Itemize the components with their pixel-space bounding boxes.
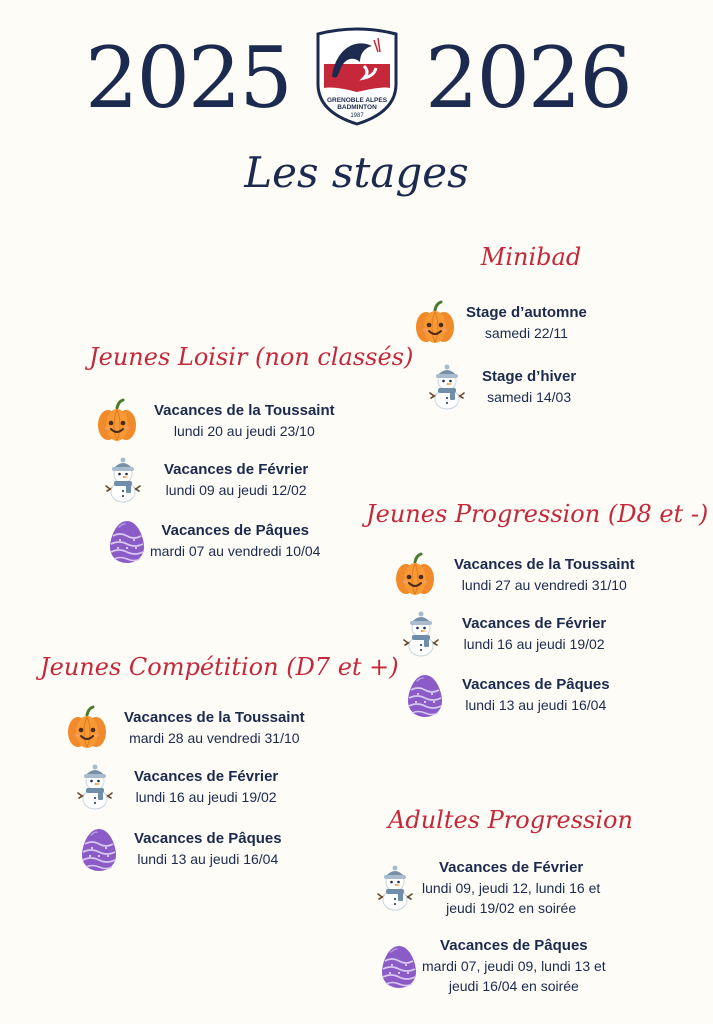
list-item [374,858,600,918]
list-item [106,518,320,564]
list-item [78,826,282,872]
year-start: 2025 [85,29,291,127]
section-title-jeunes-competition: Jeunes Compétition (D7 et +) [40,653,399,681]
snowman-icon [400,611,442,657]
snowman-icon [74,764,116,810]
logo-year: 1987 [350,113,364,119]
snowman-icon [374,865,416,911]
pumpkin-icon [66,705,108,751]
item-detail: mardi 07 au vendredi 10/04 [150,543,321,559]
year-end: 2026 [425,29,631,127]
list-item [378,936,606,996]
item-detail-line1: mardi 07, jeudi 09, lundi 13 et [422,958,606,974]
item-detail: lundi 20 au jeudi 23/10 [173,423,315,439]
section-title-jeunes-progression: Jeunes Progression (D8 et -) [366,500,709,528]
section-title-jeunes-loisir: Jeunes Loisir (non classés) [89,343,414,371]
easter-egg-icon [378,943,420,989]
item-detail: lundi 13 au jeudi 16/04 [465,697,607,713]
item-title: Vacances de Pâques [161,522,310,539]
item-title: Vacances de la Toussaint [454,556,635,573]
pumpkin-icon [414,300,456,346]
section-title-adultes-progression: Adultes Progression [388,806,633,834]
list-item [404,672,610,718]
item-title: Vacances de Février [134,768,279,785]
list-item [394,552,635,598]
item-title: Vacances de la Toussaint [154,402,335,419]
easter-egg-icon [404,672,446,718]
easter-egg-icon [78,826,120,872]
page-subtitle: Les stages [244,148,469,197]
item-detail-line1: lundi 09, jeudi 12, lundi 16 et [422,880,601,896]
item-detail: samedi 22/11 [484,325,568,341]
list-item [102,457,308,503]
item-title: Vacances de Pâques [462,676,610,693]
item-title: Vacances de la Toussaint [124,709,305,726]
item-detail: samedi 14/03 [487,389,572,405]
section-title-minibad: Minibad [480,243,582,271]
list-item [74,764,278,810]
item-detail: lundi 27 au vendredi 31/10 [461,577,627,593]
item-title: Vacances de Pâques [134,830,282,847]
snowman-icon [426,364,468,410]
item-detail: lundi 16 au jeudi 19/02 [135,789,277,805]
item-title: Stage d’automne [466,304,587,321]
item-detail-line2: jeudi 16/04 en soirée [448,978,579,994]
item-detail: lundi 16 au jeudi 19/02 [463,636,605,652]
list-item [400,611,606,657]
pumpkin-icon [96,398,138,444]
list-item [426,364,576,410]
item-detail: lundi 09 au jeudi 12/02 [165,482,307,498]
list-item [96,398,335,444]
item-detail: lundi 13 au jeudi 16/04 [137,851,279,867]
item-title: Vacances de Février [438,859,584,876]
pumpkin-icon [394,552,436,598]
item-title: Vacances de Février [462,615,607,632]
item-title: Stage d’hiver [482,368,577,385]
club-logo [312,26,402,126]
logo-text-line1: GRENOBLE ALPES [326,97,388,104]
logo-text-line2: BADMINTON [337,104,377,111]
item-detail: mardi 28 au vendredi 31/10 [129,730,300,746]
item-detail-line2: jeudi 19/02 en soirée [446,900,577,916]
badminton-shield-icon [312,26,402,126]
item-title: Vacances de Février [164,461,309,478]
snowman-icon [102,457,144,503]
easter-egg-icon [106,518,148,564]
list-item [66,705,305,751]
list-item [414,300,587,346]
item-title: Vacances de Pâques [440,937,588,954]
